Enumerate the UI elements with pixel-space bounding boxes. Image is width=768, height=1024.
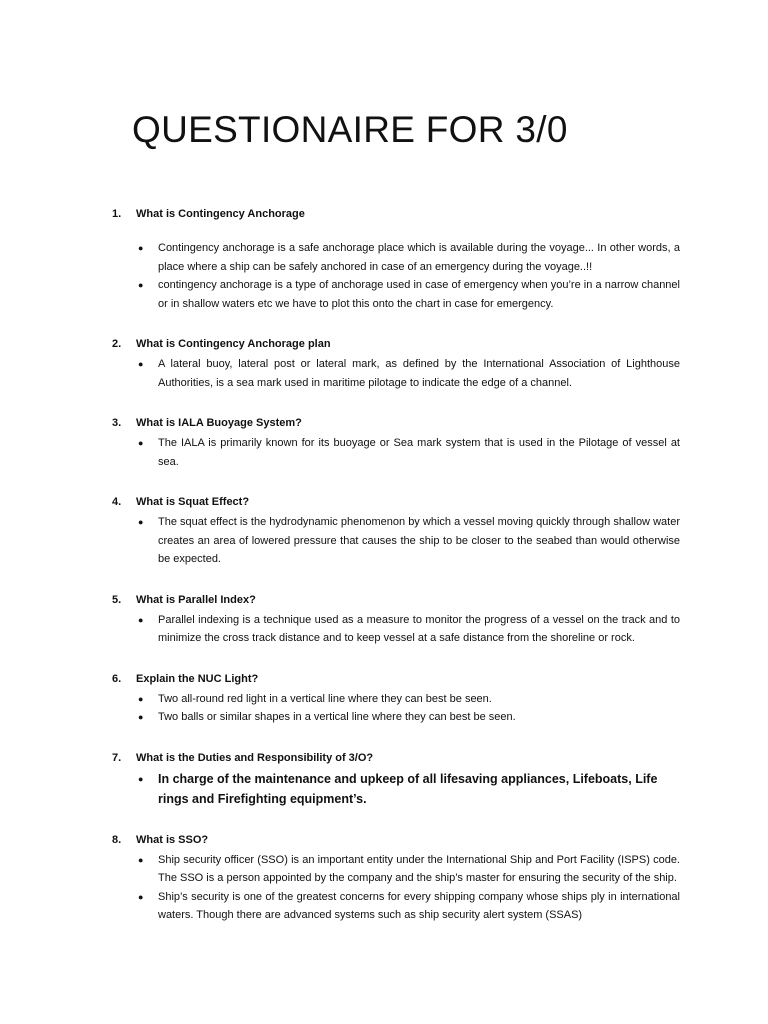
answer-item — [112, 513, 680, 569]
bullet-icon: ● — [138, 693, 144, 704]
answer-item — [112, 355, 680, 392]
question-number: 8. — [112, 833, 122, 846]
bullet-icon: ● — [138, 614, 144, 625]
answer-item — [112, 769, 680, 809]
answer-text: Parallel indexing is a technique used as a measure to monitor the progress of a vessel on the track and to minimize the cross track distance and to keep vessel at a safe distance from the shoreline or rock. — [158, 613, 680, 644]
answer-list — [112, 434, 680, 471]
question-number: 2. — [112, 338, 122, 350]
question-text: What is Parallel Index? — [136, 593, 256, 606]
answer-item — [112, 888, 680, 925]
answer-text: Two balls or similar shapes in a vertical line where they can best be seen. — [158, 711, 516, 723]
answer-item — [112, 239, 680, 276]
question-item — [112, 205, 680, 313]
answer-list — [112, 769, 680, 809]
question-number: 4. — [112, 496, 122, 508]
answer-text: Contingency anchorage is a safe anchorage place which is available during the voyage... In other words, a place where a ship can be safely anchored in case of an emergency during the voyage..!! — [158, 242, 680, 273]
answer-text: The squat effect is the hydrodynamic phenomenon by which a vessel moving quickly through shallow water creates an area of lowered pressure that causes the ship to be closer to the seabed than would otherwise be expected. — [158, 516, 680, 565]
answer-list — [112, 239, 680, 313]
answer-item — [112, 708, 680, 727]
bullet-icon: ● — [138, 891, 144, 902]
question-item — [112, 831, 680, 925]
bullet-icon: ● — [138, 243, 144, 253]
answer-text: Ship security officer (SSO) is an important entity under the International Ship and Port Facility (ISPS) code. The SSO is a person appointed by the company and the ship’s master for ensuring the security of the ship. — [158, 853, 680, 884]
question-number: 7. — [112, 751, 122, 764]
question-item — [112, 749, 680, 809]
answer-list — [112, 611, 680, 648]
question-item — [112, 591, 680, 648]
bullet-icon: ● — [138, 438, 144, 448]
question-number: 5. — [112, 593, 122, 606]
question-text: What is Contingency Anchorage — [136, 208, 305, 220]
answer-text: A lateral buoy, lateral post or lateral mark, as defined by the International Association of Lighthouse Authorities, is a sea mark used in maritime pilotage to indicate the edge of a channel. — [158, 358, 680, 389]
question-item — [112, 414, 680, 471]
page-title: QUESTIONAIRE FOR 3/0 — [132, 109, 568, 150]
bullet-icon: ● — [138, 712, 144, 722]
answer-item — [112, 851, 680, 888]
question-text: What is IALA Buoyage System? — [136, 417, 302, 429]
question-number: 6. — [112, 672, 122, 685]
question-item — [112, 335, 680, 392]
bullet-icon: ● — [138, 773, 144, 784]
question-item — [112, 670, 680, 727]
question-text: What is Contingency Anchorage plan — [136, 338, 331, 350]
answer-list — [112, 355, 680, 392]
answer-text: In charge of the maintenance and upkeep of all lifesaving appliances, Lifeboats, Life rings and Firefighting equipment’s. — [158, 771, 658, 806]
question-text: What is Squat Effect? — [136, 496, 250, 508]
question-text: What is SSO? — [136, 833, 209, 846]
answer-list — [112, 851, 680, 925]
question-list — [112, 205, 680, 947]
question-number: 1. — [112, 208, 122, 220]
answer-text: Ship’s security is one of the greatest concerns for every shipping company whose ships ply in international waters. Though there are advanced systems such as ship security alert system (SSAS) — [158, 890, 680, 921]
answer-item — [112, 690, 680, 709]
bullet-icon: ● — [138, 854, 144, 865]
question-number: 3. — [112, 417, 122, 429]
question-item — [112, 493, 680, 569]
answer-list — [112, 513, 680, 569]
answer-item — [112, 276, 680, 313]
bullet-icon: ● — [138, 517, 144, 527]
bullet-icon: ● — [138, 359, 144, 369]
answer-text: contingency anchorage is a type of anchorage used in case of emergency when you’re in a narrow channel or in shallow waters etc we have to plot this onto the chart in case for emergency. — [158, 279, 680, 310]
answer-item — [112, 434, 680, 471]
question-text: What is the Duties and Responsibility of 3/O? — [136, 751, 374, 764]
answer-list — [112, 690, 680, 727]
question-text: Explain the NUC Light? — [136, 672, 259, 685]
bullet-icon: ● — [138, 280, 144, 290]
answer-text: The IALA is primarily known for its buoyage or Sea mark system that is used in the Pilotage of vessel at sea. — [158, 437, 680, 468]
answer-text: Two all-round red light in a vertical line where they can best be seen. — [158, 692, 492, 705]
answer-item — [112, 611, 680, 648]
